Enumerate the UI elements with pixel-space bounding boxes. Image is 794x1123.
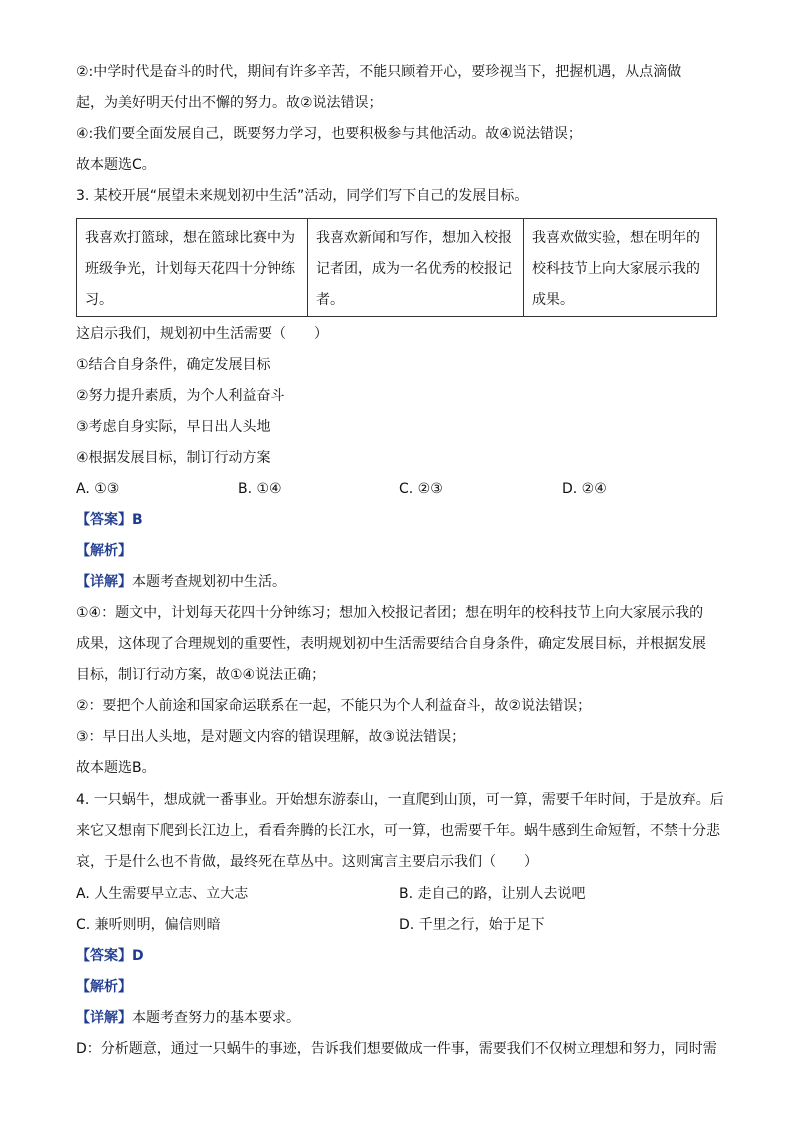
explain-line: 故本题选B。 [76, 760, 156, 776]
text-line: 起，为美好明天付出不懈的努力。故②说法错误； [76, 95, 383, 111]
text-line: 故本题选C。 [76, 157, 156, 173]
detail-text: 本题考查规划初中生活。 [132, 574, 286, 590]
analysis-label: 【解析】 [76, 979, 132, 995]
explain-line: D：分析题意，通过一只蜗牛的事迹，告诉我们想要做成一件事，需要我们不仅树立理想和努力，同时需 [76, 1041, 717, 1057]
detail-label: 【详解】 [76, 574, 132, 590]
option-c: C. 兼听则明，偏信则暗 [76, 917, 221, 933]
option-d: D. ②④ [562, 481, 607, 497]
option-b: B. ①④ [238, 481, 282, 497]
explain-line: ③：早日出人头地，是对题文内容的错误理解，故③说法错误； [76, 729, 466, 745]
option-d: D. 千里之行，始于足下 [399, 917, 545, 933]
answer-label: 【答案】D [76, 948, 144, 964]
detail-text: 本题考查努力的基本要求。 [132, 1010, 300, 1026]
detail-label: 【详解】 [76, 1010, 132, 1026]
answer-label: 【答案】B [76, 512, 143, 528]
question-4-stem: 来它又想南下爬到长江边上，看看奔腾的长江水，可一算，也需要千年。蜗牛感到生命短暂，不禁十分悲 [76, 823, 720, 839]
explain-line: ②：要把个人前途和国家命运联系在一起，不能只为个人利益奋斗，故②说法错误； [76, 698, 592, 714]
analysis-label: 【解析】 [76, 543, 132, 559]
option-b: B. 走自己的路，让别人去说吧 [399, 886, 586, 902]
text-line: ④:我们要全面发展自己，既要努力学习，也要积极参与其他活动。故④说法错误； [76, 126, 582, 142]
explain-line: 目标，制订行动方案，故①④说法正确； [76, 667, 326, 683]
option-a: A. ①③ [76, 481, 120, 497]
option-a: A. 人生需要早立志、立大志 [76, 886, 249, 902]
statement-item: ①结合自身条件，确定发展目标 [76, 357, 271, 373]
question-4-stem: 4. 一只蜗牛，想成就一番事业。开始想东游泰山，一直爬到山顶，可一算，需要千年时间，于是放弃。后 [76, 792, 724, 808]
text-line: ②:中学时代是奋斗的时代，期间有许多辛苦，不能只顾着开心，要珍视当下，把握机遇，从点滴做 [76, 64, 682, 80]
detail-line [76, 572, 286, 592]
goals-table [76, 218, 717, 317]
explain-line: 成果，这体现了合理规划的重要性，表明规划初中生活需要结合自身条件，确定发展目标，并根据发展 [76, 636, 706, 652]
goal-cell-basketball: 我喜欢打篮球，想在篮球比赛中为班级争光，计划每天花四十分钟练习。 [77, 219, 308, 317]
option-c: C. ②③ [399, 481, 443, 497]
question-4-stem: 哀，于是什么也不肯做，最终死在草丛中。这则寓言主要启示我们（ ） [76, 854, 538, 870]
statement-item: ②努力提升素质，为个人利益奋斗 [76, 388, 285, 404]
goal-cell-experiment: 我喜欢做实验，想在明年的校科技节上向大家展示我的成果。 [524, 219, 717, 317]
question-3-prompt: 这启示我们，规划初中生活需要（ ） [76, 326, 328, 342]
goal-cell-journalism: 我喜欢新闻和写作，想加入校报记者团，成为一名优秀的校报记者。 [308, 219, 524, 317]
question-3-stem: 3. 某校开展“展望未来规划初中生活”活动，同学们写下自己的发展目标。 [76, 188, 529, 204]
detail-line [76, 1008, 300, 1028]
explain-line: ①④：题文中，计划每天花四十分钟练习；想加入校报记者团；想在明年的校科技节上向大家展示我的 [76, 605, 704, 621]
statement-item: ③考虑自身实际，早日出人头地 [76, 419, 271, 435]
statement-item: ④根据发展目标，制订行动方案 [76, 450, 271, 466]
